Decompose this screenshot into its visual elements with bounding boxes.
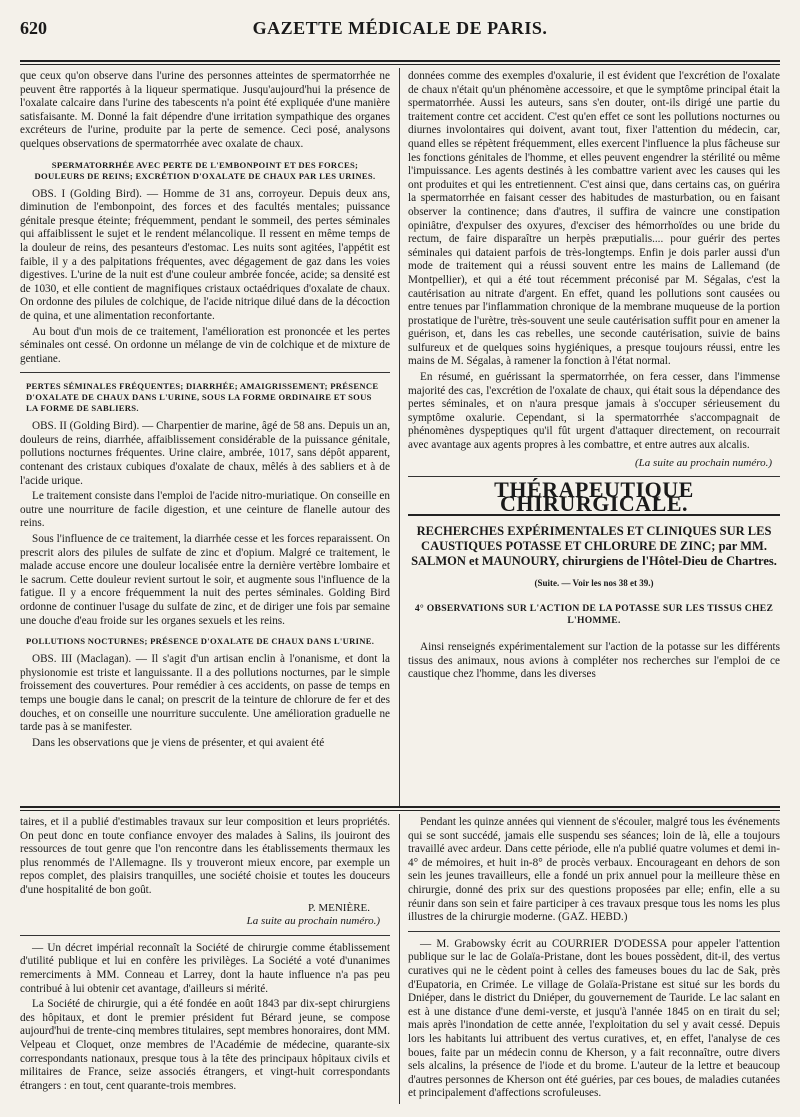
column-divider <box>399 814 400 1104</box>
case-heading: SPERMATORRHÉE AVEC PERTE DE L'EMBONPOINT ET DES FORCES; DOULEURS DE REINS; EXCRÉTION D'OXALATE DE CHAUX PAR LES URINES. <box>34 159 376 181</box>
bottom-rule <box>20 806 780 808</box>
right-column <box>408 70 780 684</box>
case-heading: PERTES SÉMINALES FRÉQUENTES; DIARRHÉE; AMAIGRISSEMENT; PRÉSENCE D'OXALATE DE CHAUX DANS L'URINE, SOUS LA FORME ORDINAIRE ET SOUS LA FORME DE SABLIERS. <box>26 381 379 414</box>
observation-3: OBS. III (Maclagan). — Il s'agit d'un artisan enclin à l'onanisme, et dont la physionomie est triste et languissante. Il a des pollutions nocturnes, par le simple froissement des couvertures. Pour remédier à ces accidents, on passe de temps en temps une bougie dans le canal; on prescrit de la teinture de chlorure de fer et des douches, et on conseille une nourriture succulente. Une amélioration graduelle ne tarde pas à se manifester. <box>20 653 390 734</box>
header-rule-thin <box>20 64 780 65</box>
paragraph: Sous l'influence de ce traitement, la diarrhée cesse et les forces reparaissent. On prescrit alors des pilules de sulfate de zinc et d'opium. Malgré ce traitement, le malade accuse encore une douleur localisée entre la dernière vertèbre lombaire et le sacrum. Cette douleur revient surtout le soir, et augmente sous l'influence de la fatigue. Il y a encore fréquemment la nuit des pertes séminales. Golding Bird ordonne de continuer l'usage du sulfate de zinc, et de diriger une fois par semaine une douche d'eau froide sur les organes sexuels et les reins. <box>20 533 390 627</box>
bottom-rule-thin <box>20 810 780 811</box>
author-signature: P. MENIÈRE. <box>307 901 370 914</box>
paragraph: — M. Grabowsky écrit au COURRIER D'ODESSA pour appeler l'attention publique sur le lac de Golaïa-Pristane, dont les boues possèdent, dit-il, des vertus curatives qui ne le cèdent point à celles des fameuses boues du lac de Sak, près d'Eupatoria, en Crimée. Le village de Golaïa-Pristane est situé sur les bords du Dniéper, dans le district du Dniéper, du gouvernement de Tauride. Le lac salant en est à une distance d'une demi-verste, et jusqu'à l'année 1845 on en tirait du sel; mais après l'inondation de cette année, l'exploitation du sel y avait cessé. Depuis lors les habitants lui attribuent des vertus curatives, et, en effet, l'analyse de ces boues, faite par un médecin connu de Kherson, y a fait reconnaître, outre divers sels alcalins, la présence de l'iode et du brome. L'auteur de la lettre et beaucoup d'autres personnes de Kherson ont été guéries, par ces boues, de maladies cutanées et principalement d'affections scrofuleuses. <box>408 937 780 1100</box>
case-heading: POLLUTIONS NOCTURNES; PRÉSENCE D'OXALATE DE CHAUX DANS L'URINE. <box>26 636 375 647</box>
page-number: 620 <box>20 18 47 38</box>
paragraph: Ainsi renseignés expérimentalement sur l'action de la potasse sur les différents tissus des animaux, nous avions à compléter nos recherches sur l'emploi de ce caustique chez l'homme, dans les diverses <box>408 641 780 681</box>
bottom-right-column <box>408 816 780 1103</box>
separator <box>20 372 390 373</box>
paragraph: Dans les observations que je viens de présenter, et qui avaient été <box>32 736 325 749</box>
running-title: GAZETTE MÉDICALE DE PARIS. <box>252 18 548 38</box>
paragraph: En résumé, en guérissant la spermatorrhée, on fera cesser, dans l'immense majorité des cas, l'excrétion de l'oxalate de chaux, qui était sous la dépendance des pertes séminales, et on n'aura presque jamais à s'occuper sérieusement du symptôme oxalurie. Cependant, si la spermatorrhée s'accompagnait de phénomènes dyspeptiques qu'il fût urgent d'attaquer directement, on recourrait avec avantage aux agents propres à les combattre, et entre autres aux alcalis. <box>408 371 780 452</box>
paragraph: Au bout d'un mois de ce traitement, l'amélioration est prononcée et les pertes séminales ont cessé. On ordonne un mélange de vin de colchique et de mixture de gentiane. <box>20 325 390 365</box>
bottom-left-column <box>20 816 390 1095</box>
paragraph: données comme des exemples d'oxalurie, il est évident que l'excrétion de l'oxalate de chaux n'était qu'un phénomène accessoire, et que le symptôme principal était la spermatorrhée. Aussi les auteurs, sans s'en douter, ont-ils dirigé une partie du traitement contre cet accident. C'est qu'en effet ce sont les pollutions nocturnes ou diurnes involontaires qui doivent, avant tout, fixer l'attention du médecin, car, quand elles se répètent fréquemment, elles exercent l'influence la plus fâcheuse sur les fonctions génitales de l'homme, et elles peuvent engendrer la stérilité ou même l'impuissance. Les agents destinés à les combattre varient avec les causes qui les ont produites et qui les entretiennent. C'est ainsi que, dans certains cas, on guérira la spermatorrhée en faisant cesser des habitudes de masturbation, ou en faisant observer la continence; dans d'autres, il suffira de vaincre une constipation opiniâtre, d'expulser des oxyures, d'exciser des hémorrhoïdes ou une bride du rectum, de faire disparaître un herpès præputialis.... pour guérir des pertes séminales qui dataient parfois de très-longtemps. Enfin je dois parler aussi d'un mode de traitement qui a réussi souvent entre les mains de Lallemand (de Montpellier), et qui a été tout récemment préconisé par M. Ségalas, c'est la cautérisation au nitrate d'argent. En effet, quand les pollutions sont causées ou entre tenues par l'inflammation chronique de la membrane muqueuse de la portion prostatique de l'urètre, très-souvent une seule cautérisation suffit pour en amener la guérison, et, dans les cas rebelles, une seconde cautérisation, suivie de bains sulfureux et de quelques soins hygiéniques, a presque toujours réussi, entre les mains de M. Ségalas, à ramener la fonction à l'état normal. <box>408 70 780 368</box>
observation-heading: 4° OBSERVATIONS SUR L'ACTION DE LA POTASSE SUR LES TISSUS CHEZ L'HOMME. <box>414 603 774 626</box>
header-rule <box>20 60 780 62</box>
left-column <box>20 70 390 752</box>
article-subtitle: RECHERCHES EXPÉRIMENTALES ET CLINIQUES SUR LES CAUSTIQUES POTASSE ET CHLORURE DE ZINC; par MM. SALMON et MAUNOURY, chirurgiens de l'Hôtel-Dieu de Chartres. <box>411 524 777 569</box>
continuation-note: (La suite au prochain numéro.) <box>635 456 772 469</box>
page-header <box>20 8 780 52</box>
paragraph: Pendant les quinze années qui viennent de s'écouler, malgré tous les événements qui se sont succédé, jamais elle suspendu ses séances; loin de là, elle a toujours travaillé avec ardeur. Dans cette période, elle n'a publié quatre volumes et demi in-4° de mémoires, et huit in-8° de procès verbaux. Encourageant en dehors de son sein les jeunes travailleurs, elle a fondé un prix annuel pour la meilleure thèse en chirurgie, donné des prix sur des questions proposées par elle; enfin, elle a su réunir dans son sein et faire participer à ces travaux presque tous les noms les plus illustres de la chirurgie moderne. (GAZ. HEBD.) <box>408 816 780 924</box>
column-divider <box>399 68 400 806</box>
section-title: THÉRAPEUTIQUE CHIRURGICALE. <box>494 477 694 516</box>
separator <box>408 931 780 932</box>
continuation-note: (Suite. — Voir les nos 38 et 39.) <box>534 578 654 589</box>
separator <box>20 935 390 936</box>
observation-1: OBS. I (Golding Bird). — Homme de 31 ans, corroyeur. Depuis deux ans, diminution de l'embonpoint, des forces et des facultés mentales; puissance génitale presque éteinte; fréquemment, pendant le sommeil, des pertes séminales qui affaiblissent le sujet et le rendent mélancolique. Il ressent en même temps de la douleur de reins, des pesanteurs d'estomac. Les nuits sont agitées, l'appétit est faible, il y a des palpitations fréquentes, avec dégagement de gaz dans les voies digestives. L'urine de la nuit est d'une couleur ambrée foncée, acide; sa densité est de 1030, et elle contient de magnifiques cristaux octaédriques d'oxalate de chaux. On ordonne des pilules de colchique, de l'acide nitrique dilué dans de la décoction de quina, et une alimentation reconfortante. <box>20 187 390 322</box>
paragraph: que ceux qu'on observe dans l'urine des personnes atteintes de spermatorrhée ne peuvent être rapportés à la liqueur spermatique. Jusqu'aujourd'hui la présence de l'oxalate calcaire dans l'urine des tabescents n'a point été expliquée d'une manière satisfaisante. M. Donné la fait dépendre d'une irritation sympathique des organes excréteurs de l'urine, produite par la perte de semence. Ceci posé, analysons quelques observations de spermatorrhée avec oxalate de chaux. <box>20 70 390 150</box>
paragraph: — Un décret impérial reconnaît la Société de chirurgie comme établissement d'utilité publique et lui en confère les privilèges. La Société a voté d'unanimes remerciments à MM. Conneau et Larrey, dont la haute influence n'a pas peu contribué à lui obtenir cet avantage, d'ailleurs si mérité. <box>20 941 390 995</box>
paragraph: Le traitement consiste dans l'emploi de l'acide nitro-muriatique. On conseille en outre une nourriture de facile digestion, et une ceinture de flanelle autour des reins. <box>20 490 390 530</box>
observation-2: OBS. II (Golding Bird). — Charpentier de marine, âgé de 58 ans. Depuis un an, douleurs de reins, diarrhée, affaiblissement considérable de la puissance génitale, pollutions nocturnes fréquentes. Urine claire, ambrée, 1017, sans dépôt apparent, contenant des cristaux cubiques d'oxalate de chaux, mêlés à des sabliers et à de l'acide urique. <box>20 420 390 487</box>
paragraph: La Société de chirurgie, qui a été fondée en août 1843 par dix-sept chirurgiens des hôpitaux, et dont le premier président fut Bérard jeune, se compose aujourd'hui de trente-cinq membres titulaires, sept membres honoraires, dont MM. Velpeau et Cloquet, onze membres de l'Académie de médecine, quarante-six correspondants nationaux, presque tous à la tête des principaux hôpitaux civils et militaires de France, seize associés étrangers, et vingt-huit correspondants étrangers : en tout, cent quarante-trois membres. <box>20 998 390 1092</box>
continuation-note: La suite au prochain numéro.) <box>246 915 380 928</box>
paragraph: taires, et il a publié d'estimables travaux sur leur composition et leurs propriétés. On peut donc en toute confiance envoyer des malades à Salins, ils jouiront des ressources de tout genre que l'on rencontre dans les établissements thermaux les plus renommés de l'Allemagne. Ils y trouveront mieux encore, par exemple un repos complet, des plaisirs tranquilles, une société choisie et toutes les douceurs d'une hospitalité de bon goût. <box>20 816 390 896</box>
